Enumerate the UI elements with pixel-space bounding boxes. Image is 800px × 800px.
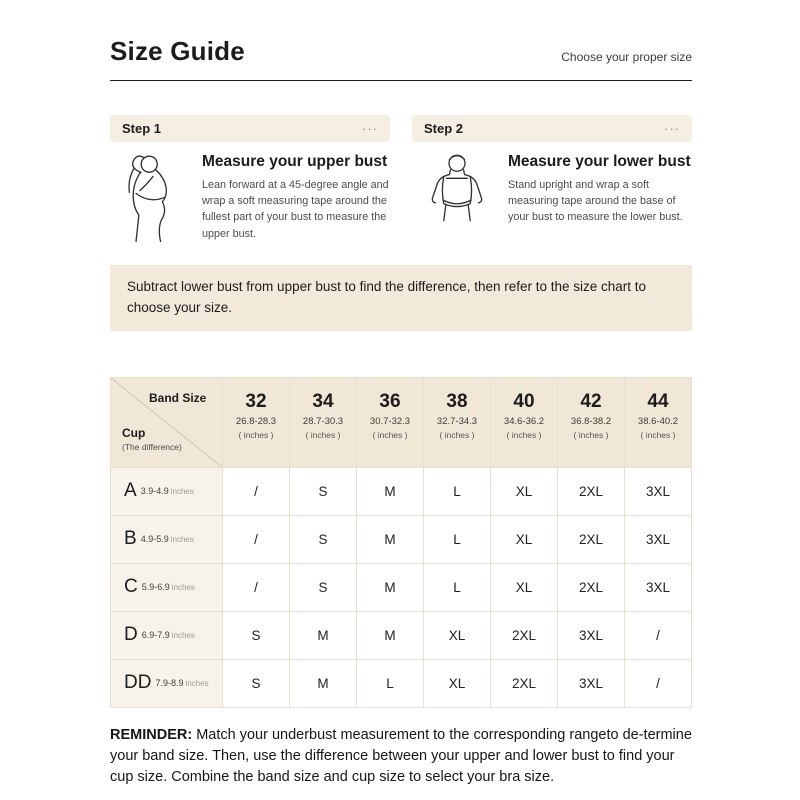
header-subtitle: Choose your proper size: [561, 50, 692, 64]
cup-range: 5.9-6.9 inches: [141, 582, 195, 593]
table-corner-cell: [111, 378, 223, 468]
band-size-axis-label: Band Size: [149, 390, 207, 405]
cup-range-unit: inches: [171, 631, 195, 641]
band-size-number: 42: [580, 390, 602, 412]
size-cell-A-40: XL: [491, 468, 558, 516]
size-cell-D-38: XL: [424, 612, 491, 660]
band-size-header-44: [625, 378, 692, 468]
cup-letter: C: [124, 576, 138, 598]
band-size-number: 44: [647, 390, 669, 412]
band-size-number: 34: [312, 390, 334, 412]
size-cell-DD-34: M: [290, 660, 357, 708]
band-size-unit: ( inches ): [506, 429, 542, 440]
size-cell-A-32: /: [223, 468, 290, 516]
cup-row-label-A: [111, 468, 223, 516]
reminder-label: REMINDER:: [110, 726, 193, 743]
band-size-range: 32.7-34.3: [436, 415, 478, 427]
size-cell-A-36: M: [357, 468, 424, 516]
cup-row-label-D: [111, 612, 223, 660]
cup-row-label-C: [111, 564, 223, 612]
size-cell-C-42: 2XL: [558, 564, 625, 612]
band-size-header-38: [424, 378, 491, 468]
size-cell-B-38: L: [424, 516, 491, 564]
size-cell-A-44: 3XL: [625, 468, 692, 516]
size-cell-DD-44: /: [625, 660, 692, 708]
size-cell-DD-40: 2XL: [491, 660, 558, 708]
step-1-bar: [110, 115, 390, 142]
cup-range: 6.9-7.9 inches: [141, 630, 195, 641]
size-cell-B-44: 3XL: [625, 516, 692, 564]
cup-letter: DD: [124, 672, 152, 694]
band-size-range: 34.6-36.2: [503, 415, 545, 427]
band-size-unit: ( inches ): [573, 429, 609, 440]
size-cell-C-44: 3XL: [625, 564, 692, 612]
step-1-description: Lean forward at a 45-degree angle and wrap a soft measuring tape around the fullest part of your bust to measure the upper bust.: [202, 179, 389, 240]
upper-bust-illustration: [110, 151, 196, 249]
band-size-header-36: [357, 378, 424, 468]
size-cell-D-32: S: [223, 612, 290, 660]
cup-range: 7.9-8.9 inches: [155, 678, 209, 689]
size-cell-DD-42: 3XL: [558, 660, 625, 708]
instruction-banner: [110, 265, 692, 331]
band-size-unit: ( inches ): [640, 429, 676, 440]
cup-axis-sublabel: (The difference): [122, 441, 182, 452]
size-cell-A-42: 2XL: [558, 468, 625, 516]
size-cell-C-38: L: [424, 564, 491, 612]
cup-range-unit: inches: [171, 583, 195, 593]
cup-range-unit: inches: [170, 487, 194, 497]
cup-letter: B: [124, 528, 137, 550]
band-size-unit: ( inches ): [238, 429, 274, 440]
cup-row-label-DD: [111, 660, 223, 708]
size-cell-A-38: L: [424, 468, 491, 516]
band-size-unit: ( inches ): [439, 429, 475, 440]
size-cell-DD-36: L: [357, 660, 424, 708]
band-size-header-34: [290, 378, 357, 468]
band-size-unit: ( inches ): [372, 429, 408, 440]
band-size-number: 36: [379, 390, 401, 412]
band-size-number: 32: [245, 390, 267, 412]
band-size-number: 40: [513, 390, 535, 412]
step-1-text: [202, 151, 390, 249]
step-2-body: [412, 151, 692, 249]
step-1-body: [110, 151, 390, 249]
band-size-range: 26.8-28.3: [235, 415, 277, 427]
size-cell-D-40: 2XL: [491, 612, 558, 660]
size-cell-B-32: /: [223, 516, 290, 564]
cup-range: 4.9-5.9 inches: [140, 534, 194, 545]
size-cell-D-42: 3XL: [558, 612, 625, 660]
size-cell-A-34: S: [290, 468, 357, 516]
cup-letter: D: [124, 624, 138, 646]
size-cell-C-36: M: [357, 564, 424, 612]
size-cell-B-40: XL: [491, 516, 558, 564]
step-2-card: [412, 115, 692, 249]
band-size-number: 38: [446, 390, 468, 412]
cup-row-label-B: [111, 516, 223, 564]
step-2-heading: Measure your lower bust: [508, 153, 691, 170]
step-1-heading: Measure your upper bust: [202, 153, 388, 170]
size-cell-D-36: M: [357, 612, 424, 660]
page-title: Size Guide: [110, 36, 245, 66]
size-cell-B-42: 2XL: [558, 516, 625, 564]
step-2-label: Step 2: [424, 121, 464, 136]
band-size-range: 28.7-30.3: [302, 415, 344, 427]
step-2-text: [508, 151, 692, 249]
size-cell-C-40: XL: [491, 564, 558, 612]
band-size-range: 38.6-40.2: [637, 415, 679, 427]
cup-axis-label: Cup (The difference): [122, 425, 182, 452]
steps-section: [110, 115, 692, 249]
ellipsis-icon: ···: [664, 121, 680, 136]
size-cell-C-32: /: [223, 564, 290, 612]
step-1-label: Step 1: [122, 121, 162, 136]
size-cell-D-34: M: [290, 612, 357, 660]
size-cell-DD-38: XL: [424, 660, 491, 708]
size-cell-D-44: /: [625, 612, 692, 660]
instruction-banner-text: Subtract lower bust from upper bust to find the difference, then refer to the size chart to choose your size.: [127, 279, 647, 315]
cup-range-unit: inches: [185, 679, 209, 689]
size-cell-B-36: M: [357, 516, 424, 564]
size-table: [110, 377, 692, 708]
band-size-header-40: [491, 378, 558, 468]
ellipsis-icon: ···: [362, 121, 378, 136]
size-cell-B-34: S: [290, 516, 357, 564]
size-cell-DD-32: S: [223, 660, 290, 708]
size-cell-C-34: S: [290, 564, 357, 612]
band-size-range: 30.7-32.3: [369, 415, 411, 427]
band-size-range: 36.8-38.2: [570, 415, 612, 427]
step-1-card: [110, 115, 390, 249]
band-size-unit: ( inches ): [305, 429, 341, 440]
cup-letter: A: [124, 480, 137, 502]
cup-range: 3.9-4.9 inches: [140, 486, 194, 497]
lower-bust-illustration: [412, 151, 502, 249]
step-2-bar: [412, 115, 692, 142]
reminder-paragraph: [110, 725, 692, 789]
reminder-body: Match your underbust measurement to the corresponding rangeto de-termine your band size. Then, use the difference between your upper and lower bust to find your cup size. Combine the band size and cup size to select your bra size.: [110, 726, 692, 786]
cup-range-unit: inches: [170, 535, 194, 545]
step-2-description: Stand upright and wrap a soft measuring tape around the base of your bust to measure the lower bust.: [508, 179, 683, 224]
band-size-header-32: [223, 378, 290, 468]
band-size-header-42: [558, 378, 625, 468]
page-header: [110, 36, 692, 81]
